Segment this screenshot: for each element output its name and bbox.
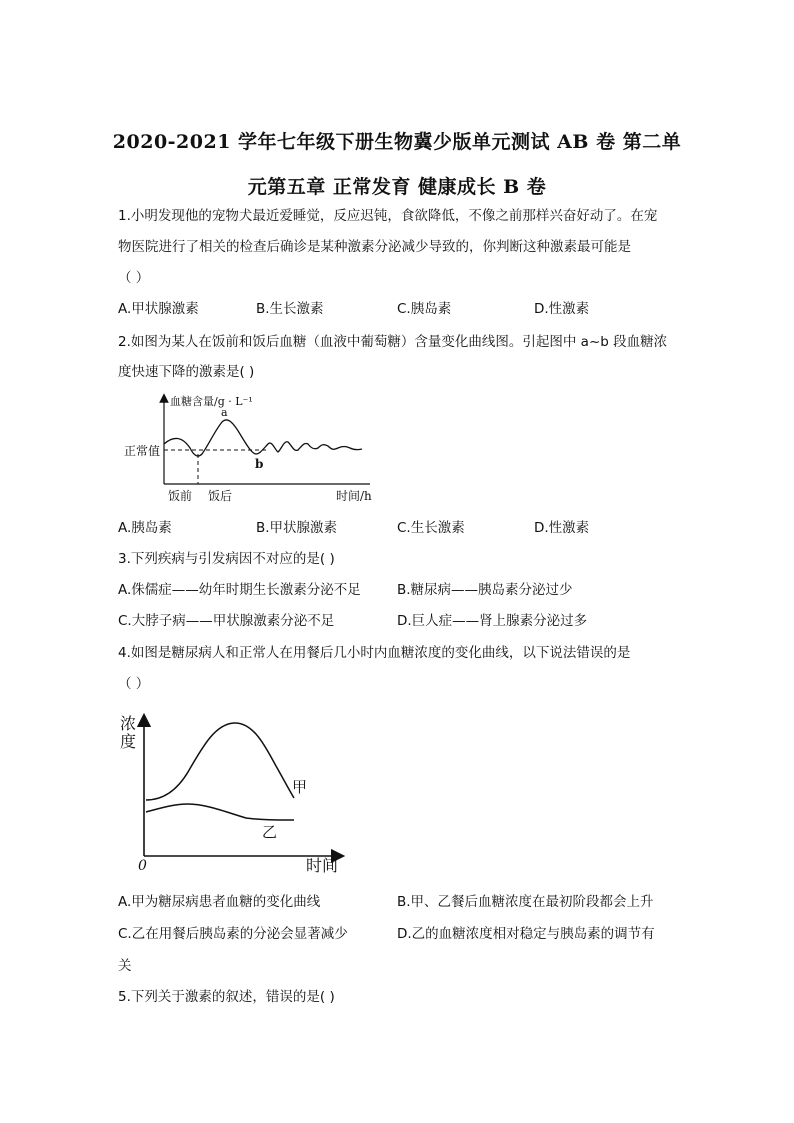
- q3-option-d: D.巨人症——肾上腺素分泌过多: [397, 613, 588, 629]
- q5-text-line-1: 5.下列关于激素的叙述，错误的是( ): [118, 989, 335, 1005]
- q2-blood-sugar-figure: [118, 388, 388, 510]
- q4-curve-yi: [146, 804, 294, 820]
- q4-text-line-1: 4.如图是糖尿病人和正常人在用餐后几小时内血糖浓度的变化曲线，以下说法错误的是: [118, 645, 631, 661]
- document-title-line-2: 元第五章 正常发育 健康成长 B 卷: [247, 176, 547, 198]
- q4-origin-label: 0: [138, 858, 147, 874]
- q2-y-axis-label: 血糖含量/g · L⁻¹: [170, 395, 253, 408]
- q2-option-d: D.性激素: [534, 520, 590, 536]
- q2-point-a-label: a: [221, 406, 228, 419]
- document-title-line-1: 2020-2021 学年七年级下册生物冀少版单元测试 AB 卷 第二单: [112, 131, 682, 153]
- q3-option-a: A.侏儒症——幼年时期生长激素分泌不足: [118, 582, 361, 598]
- q2-text-line-2: 度快速下降的激素是( ): [118, 364, 255, 380]
- q1-text-line-1: 1.小明发现他的宠物犬最近爱睡觉，反应迟钝，食欲降低，不像之前那样兴奋好动了。在宠: [118, 208, 658, 224]
- q4-option-a: A.甲为糖尿病患者血糖的变化曲线: [118, 894, 321, 910]
- q2-text-line-1: 2.如图为某人在饭前和饭后血糖（血液中葡萄糖）含量变化曲线图。引起图中 a~b 段血糖浓: [118, 334, 668, 350]
- q2-option-b: B.甲状腺激素: [256, 520, 338, 536]
- q3-option-b: B.糖尿病——胰岛素分泌过少: [397, 582, 573, 598]
- q2-x-label-after-meal: 饭后: [208, 489, 233, 503]
- q4-curve-jia: [146, 723, 294, 800]
- q2-blood-sugar-curve: [164, 420, 362, 456]
- q4-x-label: 时间: [306, 856, 339, 875]
- q2-option-c: C.生长激素: [397, 520, 465, 536]
- q4-curve-jia-label: 甲: [292, 778, 308, 796]
- q1-option-b: B.生长激素: [256, 301, 324, 317]
- q2-normal-value-label: 正常值: [124, 444, 161, 458]
- q3-text-line-1: 3.下列疾病与引发病因不对应的是( ): [118, 551, 335, 567]
- q2-x-label-before-meal: 饭前: [168, 489, 193, 503]
- q4-y-label-1: 浓: [120, 714, 137, 733]
- q4-answer-paren: （ ）: [118, 676, 150, 692]
- q2-x-label-time: 时间/h: [336, 489, 372, 503]
- q4-option-b: B.甲、乙餐后血糖浓度在最初阶段都会上升: [397, 894, 654, 910]
- q4-option-d-continuation: 关: [118, 958, 132, 974]
- q4-option-d: D.乙的血糖浓度相对稳定与胰岛素的调节有: [397, 926, 655, 942]
- q2-option-a: A.胰岛素: [118, 520, 172, 536]
- q4-y-label-2: 度: [120, 732, 137, 751]
- q1-option-d: D.性激素: [534, 301, 590, 317]
- q2-point-b-label: b: [255, 457, 264, 471]
- q1-option-a: A.甲状腺激素: [118, 301, 199, 317]
- q1-answer-paren: （ ）: [118, 270, 150, 286]
- q1-option-c: C.胰岛素: [397, 301, 452, 317]
- q3-option-c: C.大脖子病——甲状腺激素分泌不足: [118, 613, 335, 629]
- q1-text-line-2: 物医院进行了相关的检查后确诊是某种激素分泌减少导致的，你判断这种激素最可能是: [118, 239, 631, 255]
- q4-concentration-figure: [116, 708, 346, 884]
- q4-curve-yi-label: 乙: [262, 823, 278, 841]
- q4-option-c: C.乙在用餐后胰岛素的分泌会显著减少: [118, 926, 348, 942]
